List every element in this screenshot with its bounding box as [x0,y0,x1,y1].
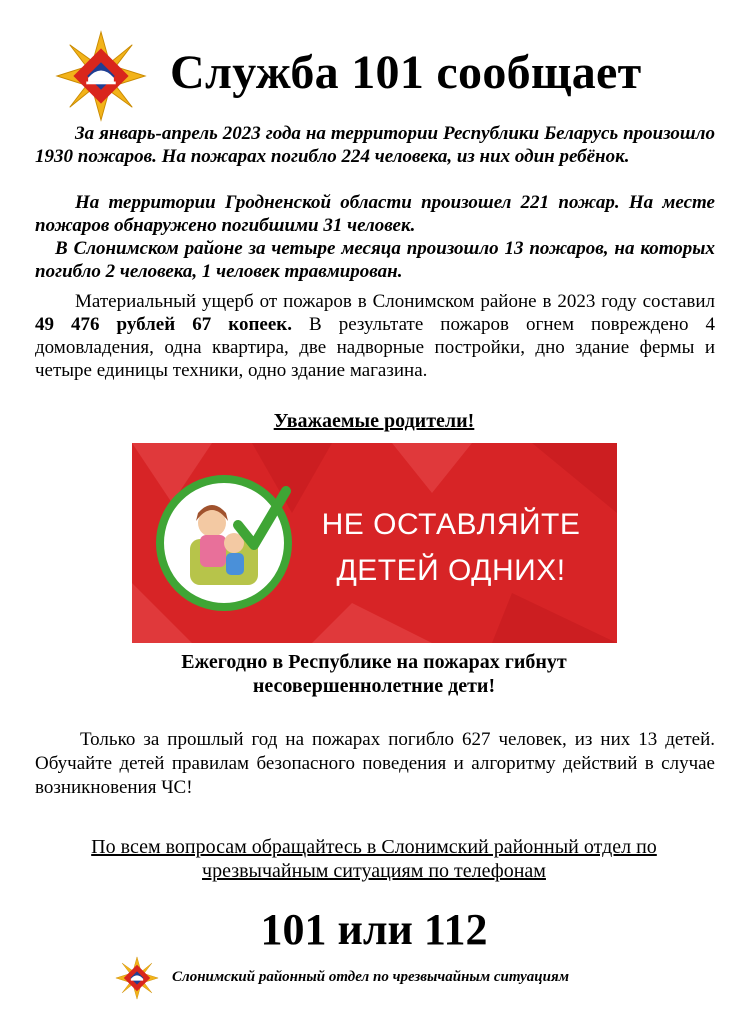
paragraph-damage [35,290,715,382]
paragraph-slonim-stats [35,237,715,283]
mchs-emblem-icon [55,30,147,122]
paragraph-text: В Слонимском районе за четыре месяца произошло 13 пожаров, на которых погибло 2 человека, 1 человек травмирован. [35,238,715,282]
emergency-phones: 101 или 112 [260,905,488,954]
parents-heading: Уважаемые родители! [273,410,475,432]
paragraph-belarus-stats [35,122,715,168]
paragraph-grodno-stats [35,191,715,237]
children-heading [0,650,748,698]
mchs-emblem-small-icon [115,956,159,1000]
paragraph-text: Материальный ущерб от пожаров в Слонимском районе в 2023 году составил [75,291,715,312]
contact-line-2: чрезвычайным ситуациям по телефонам [202,860,546,882]
banner-line-1: НЕ ОСТАВЛЯЙТЕ [321,508,581,541]
page-title: Служба 101 сообщает [170,46,642,99]
paragraph-last-year [35,728,715,800]
damage-amount: 49 476 рублей 67 копеек. [35,314,292,335]
banner-line-2: ДЕТЕЙ ОДНИХ! [336,554,566,587]
children-heading-line-1: Ежегодно в Республике на пожарах гибнут [181,651,567,673]
mother-child-illustration-icon [154,473,294,613]
paragraph-text: Только за прошлый год на пожарах погибло 627 человек, из них 13 детей. Обучайте детей правилам безопасного поведения и алгоритму действий в случае возникновения ЧС! [35,729,715,798]
contact-line-1: По всем вопросам обращайтесь в Слонимский районный отдел по [91,836,657,858]
paragraph-text: На территории Гродненской области произошел 221 пожар. На месте пожаров обнаружено погибшими 31 человек. [35,192,715,236]
contact-info [0,835,748,883]
children-heading-line-2: несовершеннолетние дети! [252,675,496,697]
paragraph-text: За январь-апрель 2023 года на территории Республики Беларусь произошло 1930 пожаров. На пожарах погибло 224 человека, из них один ребёнок. [35,123,715,167]
footer-department: Слонимский районный отдел по чрезвычайным ситуациям [172,969,569,985]
paragraph-text: В результате пожаров огнем повреждено 4 домовладения, одна квартира, две надворные постройки, дно здание фермы и четыре единицы техники, одно здание магазина. [35,314,716,381]
dont-leave-children-banner [132,443,617,643]
